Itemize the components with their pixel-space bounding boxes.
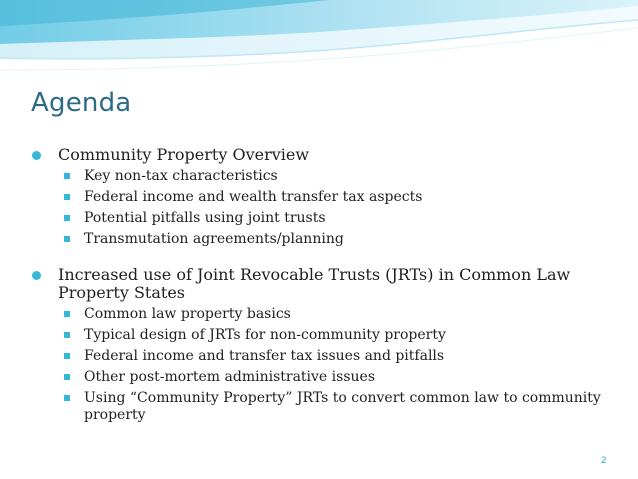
item-label: Federal income and wealth transfer tax aspects: [84, 189, 423, 205]
item-label: Key non-tax characteristics: [84, 168, 278, 184]
agenda-item: [30, 306, 610, 323]
item-label: Using “Community Property” JRTs to convert common law to community property: [84, 390, 601, 423]
agenda-item: [30, 231, 610, 248]
square-bullet-icon: [64, 173, 70, 179]
square-bullet-icon: [64, 374, 70, 380]
page-number: 2: [601, 456, 607, 466]
square-bullet-icon: [64, 215, 70, 221]
square-bullet-icon: [64, 311, 70, 317]
item-label: Typical design of JRTs for non-community property: [84, 327, 446, 343]
square-bullet-icon: [64, 395, 70, 401]
item-label: Potential pitfalls using joint trusts: [84, 210, 326, 226]
header-wave-decoration: [0, 0, 638, 95]
agenda-item: [30, 210, 610, 227]
slide-title: Agenda: [31, 88, 132, 118]
agenda-item: [30, 348, 610, 365]
agenda-item: [30, 390, 610, 424]
circle-bullet-icon: [32, 271, 41, 280]
agenda-item: [30, 369, 610, 386]
circle-bullet-icon: [32, 151, 41, 160]
agenda-item: [30, 327, 610, 344]
agenda-section: [30, 146, 610, 164]
agenda-item: [30, 168, 610, 185]
square-bullet-icon: [64, 332, 70, 338]
square-bullet-icon: [64, 236, 70, 242]
item-label: Transmutation agreements/planning: [84, 231, 344, 247]
square-bullet-icon: [64, 194, 70, 200]
section-label: Increased use of Joint Revocable Trusts (JRTs) in Common Law Property States: [58, 265, 571, 302]
agenda-item: [30, 189, 610, 206]
item-label: Common law property basics: [84, 306, 291, 322]
agenda-section: [30, 266, 610, 302]
agenda-list: [30, 146, 610, 424]
item-label: Other post-mortem administrative issues: [84, 369, 375, 385]
square-bullet-icon: [64, 353, 70, 359]
section-spacer: [30, 248, 610, 266]
item-label: Federal income and transfer tax issues and pitfalls: [84, 348, 445, 364]
section-label: Community Property Overview: [58, 145, 310, 164]
